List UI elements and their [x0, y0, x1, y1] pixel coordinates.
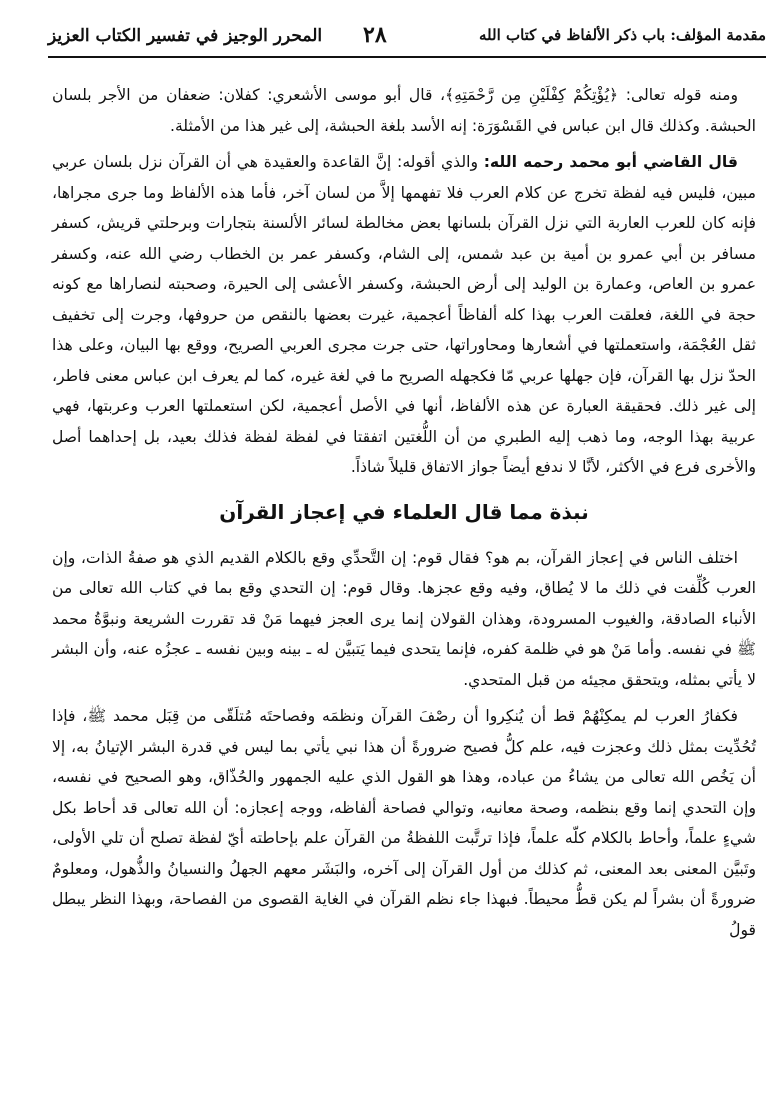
- page-number: ٢٨: [363, 22, 387, 48]
- paragraph-text: والذي أقوله: إنَّ القاعدة والعقيدة هي أن القرآن نزل بلسان عربي مبين، فليس فيه لفظة تخرج عن كلام العرب فلا تفهمها إلاَّ من لسان آخر، فأما هذه الألفاظ وما جرى مجراها، فإنه كان للعرب العاربة التي نزل القرآن بلسانها بعض مخالطة لسائر الألسنة بتجارات وبرحلتي قريش، كسفر مسافر بن أبي عمرو بن أمية بن عبد شمس، إلى الشام، وكسفر عمر بن الخطاب رضي الله عنه، وكسفر عمرو بن العاص، وعمارة بن الوليد إلى أرض الحبشة، وكسفر الأعشى إلى الحيرة، وصحبته لنصاراها مع كونه حجة في اللغة، فعلقت العرب بهذا كله ألفاظاً أعجمية، غيرت بعضها بالنقص من حروفها، وجرت إلى تخفيف ثقل العُجْمَة، واستعملتها في أشعارها ومحاوراتها، حتى جرت مجرى العربي الصريح، ووقع بها البيان، وعلى هذا الحدّ نزل بها القرآن، فإن جهلها عربي مّا فكجهله الصريح ما في لغة غيره، كما لم يعرف ابن عباس معنى فاطر، إلى غير ذلك. فحقيقة العبارة عن هذه الألفاظ، أنها في الأصل أعجمية، لكن استعملتها العرب وعربتها، فهي عربية بهذا الوجه، وما ذهب إليه الطبري من أن اللُّغتين اتفقتا في لفظة لفظة فذلك بعيد، بل إحداهما أصل والأخرى فرع في الأكثر، لأنَّا لا ندفع أيضاً جواز الاتفاق قليلاً شاذاً.: [52, 153, 756, 476]
- page-body: [52, 80, 756, 951]
- section-heading: نبذة مما قال العلماء في إعجاز القرآن: [219, 499, 589, 524]
- paragraph-1: [52, 80, 756, 141]
- book-title: المحرر الوجيز في تفسير الكتاب العزيز: [48, 26, 323, 46]
- chapter-title: مقدمة المؤلف: باب ذكر الألفاظ في كتاب الله: [479, 26, 766, 44]
- paragraph-text: ومنه قوله تعالى: ﴿يُؤْتِكُمْ كِفْلَيْنِ مِن رَّحْمَتِهِ﴾، قال أبو موسى الأشعري: كفلان: ضعفان من الأجر بلسان الحبشة. وكذلك قال ابن عباس في القَسْوَرَة: إنه الأسد بلغة الحبشة، إلى غير هذا من الأمثلة.: [52, 86, 756, 135]
- paragraph-lead: قال القاضي أبو محمد رحمه الله:: [483, 153, 738, 171]
- running-header: [48, 20, 766, 58]
- paragraph-text: اختلف الناس في إعجاز القرآن، بم هو؟ فقال قوم: إن التَّحدِّي وقع بالكلام القديم الذي هو صفةُ الذات، وإن العرب كُلِّفت في ذلك ما لا يُطاق، وفيه وقع عجزها. وقال قوم: إن التحدي وقع بما في كتاب الله تعالى من الأنباء الصادقة، والغيوب المسرودة، وهذان القولان إنما يرى العجز فيهما مَنْ قد تقررت الشريعة ونبوَّةُ محمد ﷺ في نفسه. وأما مَنْ هو في ظلمة كفره، فإنما يتحدى فيما يَتبيَّن له ـ بينه وبين نفسه ـ عجزُه عنه، وأن البشر لا يأتي بمثله، ويتحقق مجيئه من قبل المتحدي.: [52, 548, 756, 689]
- paragraph-2: [52, 147, 756, 483]
- paragraph-text: فكفارُ العرب لم يمكِنْهُمْ قط أن يُنكِروا أن رصْفَ القرآن ونظمَه وفصاحتَه مُتلَقّى من قِبَل محمد ﷺ، فإذا تُحُدِّيت بمثل ذلك وعجزت فيه، علم كلُّ فصيح ضرورةً أن هذا نبي يأتي بما ليس في قدرة البشر الإتيانُ به، إلا أن يَخُص الله تعالى من يشاءُ من عباده، وهذا هو القول الذي عليه الجمهور والحُذّاق، وهو الصحيح في نفسه، وإن التحدي إنما وقع بنظمه، وصحة معانيه، وتوالي فصاحة ألفاظه، ووجه إعجازه: أن الله تعالى قد أحاط بكل شيءٍ علماً، وأحاط بالكلام كلّه علماً، فإذا ترتَّبت اللفظةُ من القرآن علم بإحاطته أيّ لفظة تصلح أن تلي الأولى، وتَبيَّن المعنى بعد المعنى، ثم كذلك من أول القرآن إلى آخره، والبَشَر معهم الجهلُ والنسيانُ والذُّهول، ومعلومٌ ضرورةً أن بشراً لم يكن قطُّ محيطاً. فبهذا جاء نظم القرآن في الغاية القصوى من الفصاحة، وبهذا النظر يبطل قولُ: [52, 707, 756, 939]
- section-paragraph-2: [52, 701, 756, 945]
- section-paragraph-1: [52, 543, 756, 696]
